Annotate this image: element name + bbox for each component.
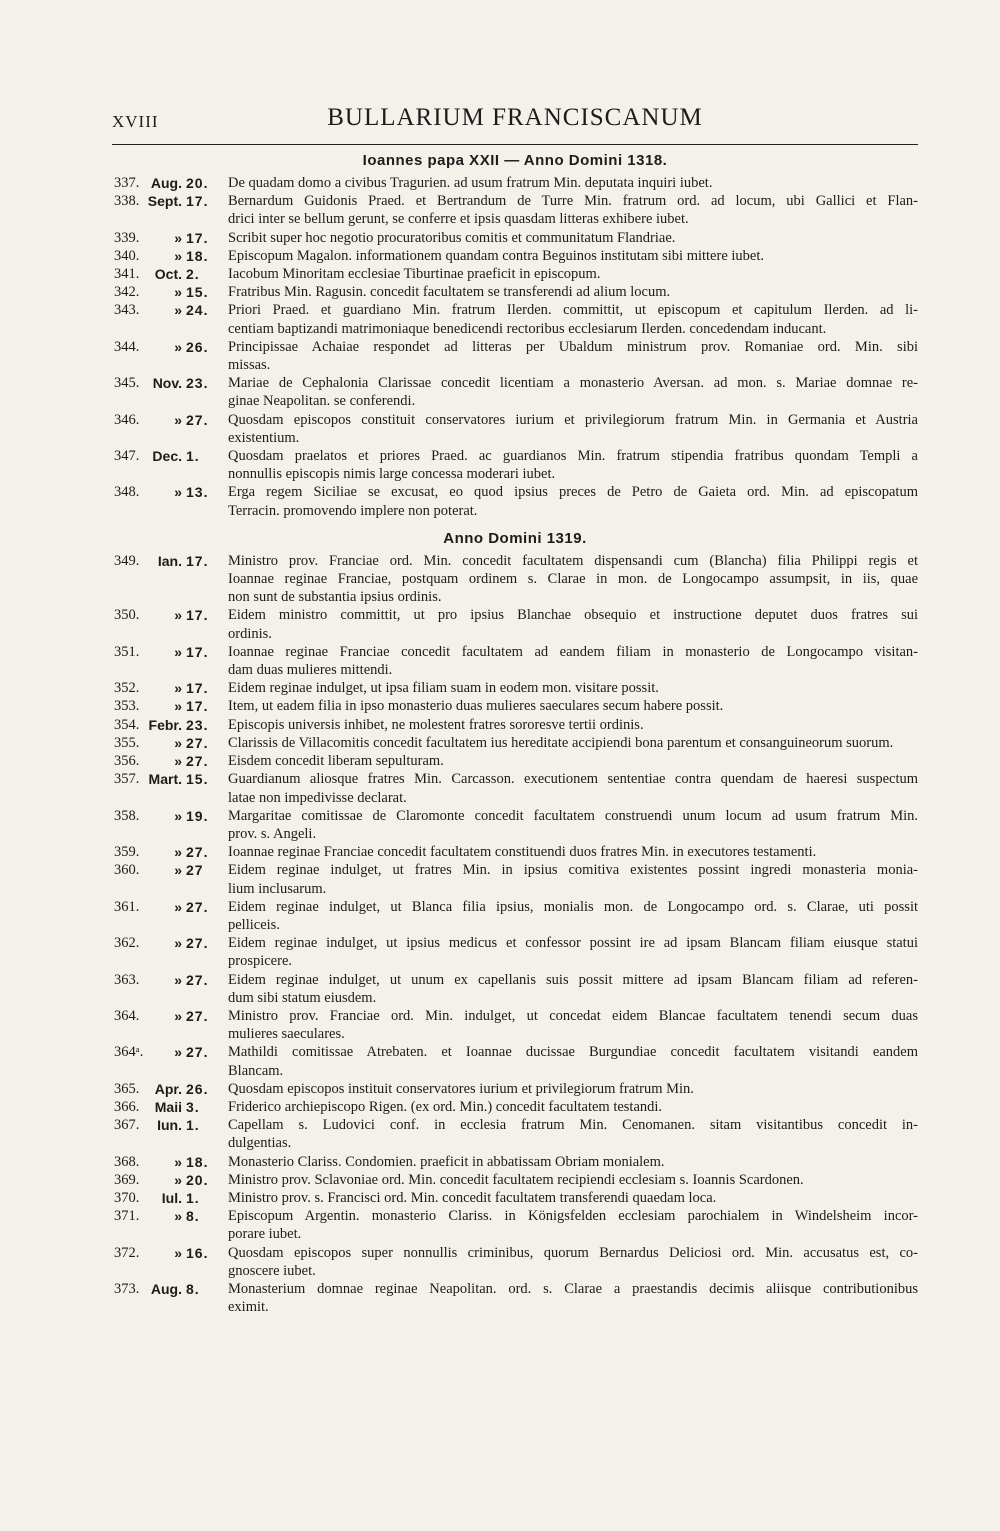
regest-entry (112, 807, 918, 843)
entry-month: » (174, 607, 182, 624)
entry-day: 27. (186, 1007, 209, 1024)
entry-text-line: dam duas mulieres mittendi. (228, 662, 393, 679)
entry-number: 368. (114, 1153, 140, 1170)
entry-month: » (174, 338, 182, 355)
entry-number: 371. (114, 1208, 140, 1225)
entry-text-line: Monasterio Clariss. Condomien. praeficit in abbatissam Obriam monialem. (228, 1153, 665, 1170)
entry-text-line: Eidem reginae indulget, ut Blanca filia ipsius, monialis mon. de Longocampo ord. s. Clarae, uti possit (228, 898, 918, 915)
regest-entry (112, 1098, 918, 1116)
entry-month: » (174, 935, 182, 952)
entry-day: 16. (186, 1244, 209, 1261)
entry-text-line: Quosdam episcopos instituit conservatores iurium et privilegiorum fratrum Min. (228, 1080, 694, 1097)
regest-entry (112, 229, 918, 247)
entry-number: 366. (114, 1098, 140, 1115)
entry-text-line: Iacobum Minoritam ecclesiae Tiburtinae praeficit in episcopum. (228, 266, 601, 283)
entry-number: 342. (114, 284, 140, 301)
regest-entry (112, 1116, 918, 1152)
entry-day: 27 (186, 862, 204, 879)
entry-text-line: Ministro prov. Sclavoniae ord. Min. concedit facultatem recipiendi ecclesiam s. Ioannis Scardonen. (228, 1171, 804, 1188)
regest-entry (112, 1171, 918, 1189)
entry-month: » (174, 844, 182, 861)
entry-number: 350. (114, 607, 140, 624)
entry-day: 18. (186, 1153, 209, 1170)
entry-text-line: Priori Praed. et guardiano Min. fratrum Ilerden. committit, ut episcopum et capitulum Ilerden. ad li- (228, 302, 918, 319)
entry-text-line: Capellam s. Ludovici conf. in ecclesia fratrum Min. Cenomanen. sitam visitantibus concedit in- (228, 1117, 918, 1134)
entry-day: 17. (186, 643, 209, 660)
entry-day: 27. (186, 734, 209, 751)
entry-day: 1. (186, 448, 200, 465)
page-number: XVIII (112, 112, 159, 131)
regest-entry (112, 606, 918, 642)
entry-month: Oct. (154, 266, 182, 283)
regest-entry (112, 1189, 918, 1207)
entry-month: » (174, 247, 182, 264)
entry-month: Dec. (152, 448, 182, 465)
entry-month: » (174, 229, 182, 246)
entry-day: 15. (186, 771, 209, 788)
entry-day: 17. (186, 607, 209, 624)
entry-text-line: Episcopis universis inhibet, ne molestent fratres sororesve tertii ordinis. (228, 716, 644, 733)
entry-day: 17. (186, 552, 209, 569)
regest-entry (112, 1207, 918, 1243)
entry-month: Aug. (150, 1280, 182, 1297)
regest-entry (112, 374, 918, 410)
entry-text-line: Quosdam praelatos et priores Praed. ac guardianos Min. fratrum stipendia fratribus quondam Templi a (228, 448, 918, 465)
entry-text-line: Item, ut eadem filia in ipso monasterio duas mulieres saeculares secum habere possit. (228, 698, 724, 715)
entry-text-line: dulgentias. (228, 1135, 292, 1152)
entry-text-line: Friderico archiepiscopo Rigen. (ex ord. Min.) concedit facultatem testandi. (228, 1098, 663, 1115)
entry-number: 349. (114, 552, 140, 569)
entry-month: Iul. (161, 1189, 182, 1206)
entry-month: Apr. (154, 1080, 182, 1097)
regest-entry (112, 898, 918, 934)
entry-day: 27. (186, 971, 209, 988)
entry-text-line: Eidem reginae indulget, ut unum ex capellanis suis possit mittere ad ipsam Blancam filiam ad referen- (228, 971, 918, 988)
regest-entry (112, 447, 918, 483)
entry-day: 26. (186, 338, 209, 355)
entry-number: 354. (114, 716, 140, 733)
entry-month: » (174, 698, 182, 715)
entry-number: 363. (114, 971, 140, 988)
entry-number: 358. (114, 807, 140, 824)
entry-month: » (174, 1153, 182, 1170)
running-head (112, 104, 918, 138)
regest-entry (112, 174, 918, 192)
entry-month: Iun. (157, 1117, 182, 1134)
entry-month: » (174, 643, 182, 660)
entry-number: 348. (114, 484, 140, 501)
regest-entry (112, 643, 918, 679)
entry-number: 372. (114, 1244, 140, 1261)
regest-entry (112, 265, 918, 283)
entry-day: 8. (186, 1280, 200, 1297)
entry-number: 364. (114, 1007, 140, 1024)
entry-month: Aug. (150, 175, 182, 191)
entry-text-line: Ministro prov. Franciae ord. Min. indulget, ut concedat eidem Blancae facultatem tenendi secum duas (228, 1007, 918, 1024)
entry-text-line: Episcopum Magalon. informationem quandam contra Beguinos institutam sibi mittere iubet. (228, 247, 764, 264)
entry-month: Nov. (152, 375, 182, 392)
entry-text-line: Principissae Achaiae respondet ad litteras per Ubaldum ministrum prov. Romaniae ord. Min. sibi (228, 338, 918, 355)
entry-day: 27. (186, 753, 209, 770)
entry-text-line: prospicere. (228, 953, 293, 970)
entry-number: 373. (114, 1280, 140, 1297)
entry-text-line: Ioannae reginae Franciae concedit facultatem ad eandem filiam in monasterio de Longocampo visitan- (228, 643, 918, 660)
entry-number: 359. (114, 844, 140, 861)
entry-month: » (174, 284, 182, 301)
entry-text-line: Fratribus Min. Ragusin. concedit facultatem se transferendi ad alium locum. (228, 284, 671, 301)
regest-entry (112, 483, 918, 519)
header-rule (112, 144, 918, 145)
entry-text-line: Terracin. promovendo implere non poterat. (228, 502, 478, 519)
entry-text-line: nonnullis episcopis nimis large concessa moderari iubet. (228, 466, 556, 483)
entry-day: 27. (186, 935, 209, 952)
entry-text-line: gnoscere iubet. (228, 1262, 316, 1279)
entry-text-line: Ioannae reginae Franciae, postquam ordinem s. Clarae in mon. de Longocampo assumpsit, in iis, quae (228, 571, 918, 588)
entry-day: 23. (186, 716, 209, 733)
entry-text-line: De quadam domo a civibus Tragurien. ad usum fratrum Min. deputata inquiri iubet. (228, 175, 713, 191)
regest-entry (112, 283, 918, 301)
entry-month: » (174, 862, 182, 879)
entry-text-line: Eidem reginae indulget, ut fratres Min. in ipsius comitiva existentes possint ingredi monasteria monia- (228, 862, 918, 879)
entry-number: 344. (114, 338, 140, 355)
entry-number: 341. (114, 266, 140, 283)
entry-text-line: Quosdam episcopos super nonnullis criminibus, quorum Bernardus Deliciosi ord. Min. accusatus est, co- (228, 1244, 918, 1261)
entry-text-line: drici inter se bellum gerunt, se conferre et ipsis quasdam litteras exhibere iubet. (228, 211, 689, 228)
entry-month: » (174, 807, 182, 824)
entry-number: 343. (114, 302, 140, 319)
entry-text-line: Erga regem Siciliae se excusat, eo quod ipsius preces de Petro de Gaieta ord. Min. ad episcopatum (228, 484, 918, 501)
entry-text-line: Scribit super hoc negotio procuratoribus comitis et communitatum Flandriae. (228, 229, 676, 246)
entry-day: 17. (186, 229, 209, 246)
entry-text-line: Mathildi comitissae Atrebaten. et Ioannae ducissae Burgundiae concedit facultatem visitandi eandem (228, 1044, 918, 1061)
regest-entry (112, 843, 918, 861)
entry-text-line: Blancam. (228, 1062, 284, 1079)
entry-day: 24. (186, 302, 209, 319)
entry-day: 20. (186, 175, 209, 191)
entry-month: » (174, 680, 182, 697)
entry-text-line: latae non impedivisse declarat. (228, 789, 407, 806)
entry-text-line: ordinis. (228, 625, 272, 642)
regest-entry (112, 247, 918, 265)
entry-text-line: Eisdem concedit liberam sepulturam. (228, 753, 444, 770)
regest-entry (112, 1043, 918, 1079)
entry-month: Mart. (148, 771, 182, 788)
regest-entry (112, 1153, 918, 1171)
entry-day: 19. (186, 807, 209, 824)
entry-day: 1. (186, 1117, 200, 1134)
entry-month: » (174, 1044, 182, 1061)
regest-entry (112, 1080, 918, 1098)
entry-number: 357. (114, 771, 140, 788)
entry-number: 340. (114, 247, 140, 264)
entry-day: 3. (186, 1098, 200, 1115)
entry-month: Ian. (157, 552, 182, 569)
entry-text-line: pelliceis. (228, 916, 280, 933)
entry-text-line: Ministro prov. Franciae ord. Min. concedit facultatem dispensandi cum (Blancha) filia Philippi regis et (228, 552, 918, 569)
entry-number: 346. (114, 411, 140, 428)
entry-text-line: non sunt de substantia ipsius ordinis. (228, 589, 442, 606)
entry-number: 352. (114, 680, 140, 697)
section-title: Ioannes papa XXII — Anno Domini 1318. (362, 152, 668, 169)
entry-number: 355. (114, 734, 140, 751)
entry-text-line: existentium. (228, 429, 300, 446)
section-title: Anno Domini 1319. (443, 529, 587, 547)
entry-text-line: centiam baptizandi matrimoniaque benedicendi rectoribus ecclesiarum Ilerden. concedendam inducant. (228, 320, 827, 337)
regest-entry (112, 752, 918, 770)
entry-text-line: Ministro prov. s. Francisci ord. Min. concedit facultatem transferendi quaedam loca. (228, 1189, 717, 1206)
entry-text-line: Quosdam episcopos constituit conservatores iurium et privilegiorum fratrum Min. in Germania et Austria (228, 411, 918, 428)
entry-month: » (174, 971, 182, 988)
journal-title: BULLARIUM FRANCISCANUM (327, 104, 703, 131)
entry-day: 1. (186, 1189, 200, 1206)
entry-month: » (174, 898, 182, 915)
entry-text-line: dum sibi statum eiusdem. (228, 989, 377, 1006)
entry-number: 353. (114, 698, 140, 715)
regest-entry (112, 971, 918, 1007)
entry-month: » (174, 484, 182, 501)
entry-number: 360. (114, 862, 140, 879)
entry-text-line: prov. s. Angeli. (228, 825, 317, 842)
entry-number: 339. (114, 229, 140, 246)
entry-number: 370. (114, 1189, 140, 1206)
entry-day: 17. (186, 680, 209, 697)
entry-text-line: Mariae de Cephalonia Clarissae concedit licentiam a monasterio Aversan. ad mon. s. Mariae domnae re- (228, 375, 918, 392)
entry-month: » (174, 1171, 182, 1188)
entry-text-line: missas. (228, 357, 271, 374)
regest-entry (112, 934, 918, 970)
entry-text-line: eximit. (228, 1299, 269, 1316)
entry-month: » (174, 753, 182, 770)
entry-day: 17. (186, 698, 209, 715)
entry-text-line: Clarissis de Villacomitis concedit facultatem ius hereditate accipiendi bona parentum et consanguineorum suorum. (228, 734, 894, 751)
entry-month: » (174, 734, 182, 751)
regest-entry (112, 679, 918, 697)
entry-month: » (174, 302, 182, 319)
entry-text-line: Margaritae comitissae de Claromonte concedit facultatem construendi unum locum ad usum fratrum Min. (228, 807, 918, 824)
entry-number: 364ᵃ. (114, 1044, 144, 1061)
regest-entry (112, 338, 918, 374)
entry-number: 347. (114, 448, 140, 465)
entry-text-line: Episcopum Argentin. monasterio Clariss. in Königsfelden ecclesiam parochialem in Windelsheim incor- (228, 1208, 918, 1225)
entry-text-line: Bernardum Guidonis Praed. et Bertrandum de Turre Min. fratrum ord. ad locum, ubi Gallici et Flan- (228, 193, 918, 210)
entry-text-line: Eidem reginae indulget, ut ipsa filiam suam in eodem mon. visitare possit. (228, 680, 659, 697)
entry-month: » (174, 411, 182, 428)
entry-day: 18. (186, 247, 209, 264)
entry-day: 17. (186, 193, 209, 210)
entry-text-line: Ioannae reginae Franciae concedit facultatem constituendi duos fratres Min. in executores testamenti. (228, 844, 817, 861)
entry-month: Febr. (148, 716, 182, 733)
entry-number: 351. (114, 643, 140, 660)
entry-number: 338. (114, 193, 140, 210)
entry-text-line: Eidem reginae indulget, ut ipsius medicus et confessor possint ire ad ipsam Blancam filiam eiusque statui (228, 935, 918, 952)
entry-number: 345. (114, 375, 140, 392)
entry-text-line: mulieres saeculares. (228, 1026, 345, 1043)
regest-entry (112, 1244, 918, 1280)
entry-day: 20. (186, 1171, 209, 1188)
entry-day: 27. (186, 844, 209, 861)
entry-day: 2. (186, 266, 200, 283)
regest-entry (112, 697, 918, 715)
regest-entry (112, 1280, 918, 1316)
regesta-list (112, 148, 918, 1316)
regest-entry (112, 770, 918, 806)
entry-month: » (174, 1007, 182, 1024)
entry-text-line: ginae Neapolitan. se conferendi. (228, 393, 416, 410)
entry-day: 27. (186, 1044, 209, 1061)
entry-day: 23. (186, 375, 209, 392)
entry-month: » (174, 1244, 182, 1261)
entry-day: 27. (186, 411, 209, 428)
regest-entry (112, 552, 918, 607)
entry-number: 362. (114, 935, 140, 952)
entry-number: 337. (114, 175, 140, 191)
entry-day: 27. (186, 898, 209, 915)
entry-day: 8. (186, 1208, 200, 1225)
entry-number: 361. (114, 898, 140, 915)
entry-month: Sept. (147, 193, 182, 210)
entry-month: Maii (154, 1098, 182, 1115)
entry-text-line: Eidem ministro committit, ut pro ipsius Blanchae obsequio et instructione deputet duos fratres sui (228, 607, 918, 624)
entry-text-line: Monasterium domnae reginae Neapolitan. ord. s. Clarae a praestandis decimis aliisque contributionibus (228, 1280, 918, 1297)
regest-entry (112, 861, 918, 897)
entry-text-line: Guardianum aliosque fratres Min. Carcasson. executionem sententiae contra quendam de haeresi suspectum (228, 771, 918, 788)
entry-day: 13. (186, 484, 209, 501)
regest-entry (112, 192, 918, 228)
regest-entry (112, 716, 918, 734)
entry-number: 367. (114, 1117, 140, 1134)
entry-number: 365. (114, 1080, 140, 1097)
regest-entry (112, 1007, 918, 1043)
regest-entry (112, 734, 918, 752)
regest-entry (112, 301, 918, 337)
entry-day: 15. (186, 284, 209, 301)
entry-text-line: lium inclusarum. (228, 880, 327, 897)
regest-entry (112, 411, 918, 447)
entry-month: » (174, 1208, 182, 1225)
entry-day: 26. (186, 1080, 209, 1097)
entry-number: 356. (114, 753, 140, 770)
entry-number: 369. (114, 1171, 140, 1188)
entry-text-line: porare iubet. (228, 1226, 302, 1243)
